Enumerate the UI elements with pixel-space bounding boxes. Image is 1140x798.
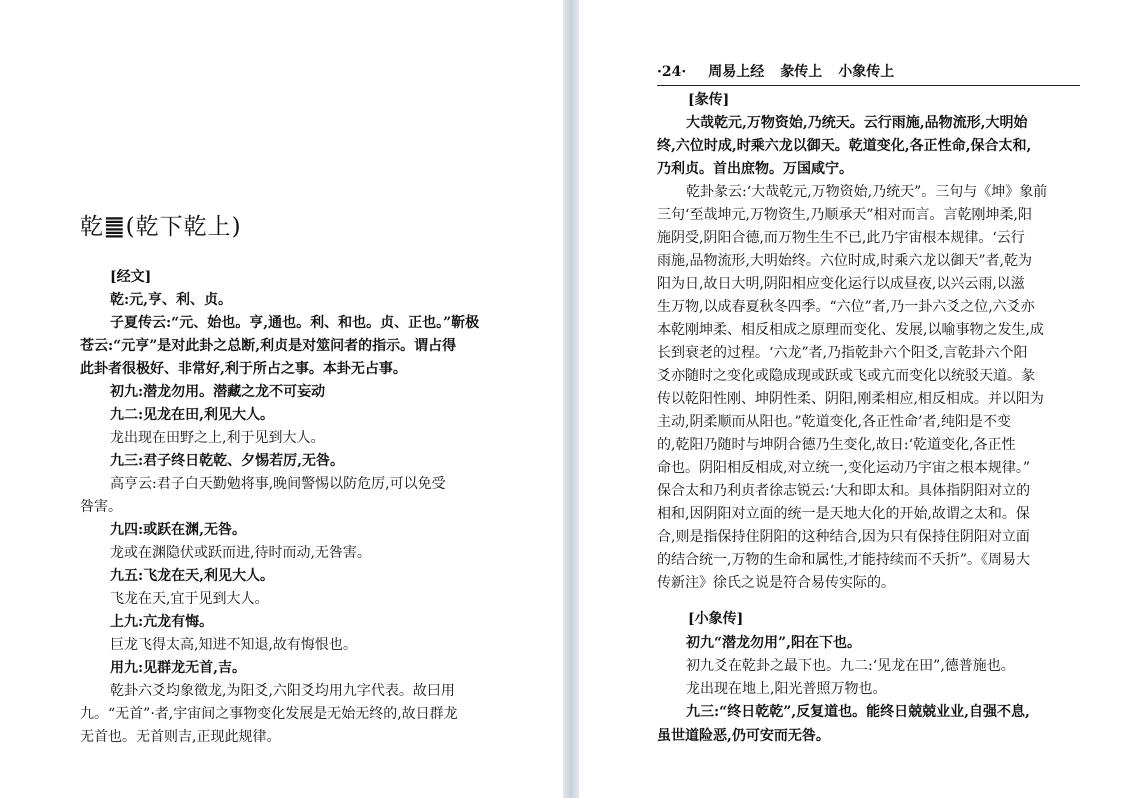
right-text-line: 阳为日,故日大明,阴阳相应变化运行以成昼夜,以兴云雨,以滋 xyxy=(657,276,1025,292)
right-text-line: 乾卦彖云:‘大哉乾元,万物资始,乃统天”。三句与《坤》象前 xyxy=(686,184,1048,200)
left-text-line: [经文] xyxy=(110,269,152,285)
right-text-line: 终,六位时成,时乘六龙以御天。乾道变化,各正性命,保合太和, xyxy=(657,138,1032,154)
left-text-line: 龙或在渊隐伏或跃而进,待时而动,无咎害。 xyxy=(110,545,371,561)
left-text-line: 九三:君子终日乾乾、夕惕若厉,无咎。 xyxy=(110,453,345,469)
left-text-line: 苍云:“元亨”是对此卦之总断,利贞是对筮问者的指示。谓占得 xyxy=(80,338,457,354)
right-text-line: 虽世道险恶,仍可安而无咎。 xyxy=(657,728,830,744)
right-text-line: 主动,阴柔顺而从阳也。”乾道变化,各正性命’者,纯阳是不变 xyxy=(657,414,1011,430)
left-text-line: 乾卦六爻均象徵龙,为阳爻,六阳爻均用九字代表。故曰用 xyxy=(110,683,455,699)
right-text-line: 乃利贞。首出庶物。万国咸宁。 xyxy=(657,161,853,177)
right-text-line: 命也。阴阳相反相成,对立统一,变化运动乃宇宙之根本规律。” xyxy=(657,460,1031,476)
left-text-line: 子夏传云:“元、始也。亨,通也。利、和也。贞、正也。”靳极 xyxy=(110,315,480,331)
left-text-line: 九。“无首”·者,宇宙间之事物变化发展是无始无终的,故日群龙 xyxy=(80,706,458,722)
right-text-line: 施阴受,阴阳合德,而万物生生不已,此乃宇宙根本规律。‘云行 xyxy=(657,230,1025,246)
left-text-line: 初九:潜龙勿用。潜藏之龙不可妄动 xyxy=(110,384,326,400)
right-text-line: 龙出现在地上,阳光普照万物也。 xyxy=(686,681,887,697)
right-text-line: [彖传] xyxy=(688,92,730,108)
header-book: 周易上经 xyxy=(708,64,765,80)
header-section-2: 小象传上 xyxy=(838,64,895,80)
right-text-line: 本乾刚坤柔、相反相成之原理而变化、发展,以喻事物之发生,成 xyxy=(657,322,1044,338)
right-text-line: 初九爻在乾卦之最下也。九二:‘见龙在田”,德普施也。 xyxy=(686,658,1015,674)
right-text-line: 传以乾阳性刚、坤阴性柔、阴阳,刚柔相应,相反相成。并以阳为 xyxy=(657,391,1044,407)
left-text-line: 用九:见群龙无首,吉。 xyxy=(110,660,247,676)
right-text-line: 保合太和乃利贞者徐志锐云:‘大和即太和。具体指阴阳对立的 xyxy=(657,483,1031,499)
right-text-line: 初九“潜龙勿用”,阳在下也。 xyxy=(686,635,861,651)
left-text-line: 飞龙在天,宜于见到大人。 xyxy=(110,591,269,607)
page-number: ·24· xyxy=(657,64,687,80)
right-text-line: 传新注》徐氏之说是符合易传实际的。 xyxy=(657,575,895,591)
right-text-line: 三句‘至哉坤元,万物资生,乃顺承天”相对而言。言乾刚坤柔,阳 xyxy=(657,207,1032,223)
left-text-line: 乾:元,亨、利、贞。 xyxy=(110,292,233,308)
right-text-line: 雨施,品物流形,大明始终。六位时成,时乘六龙以御天”者,乾为 xyxy=(657,253,1032,269)
right-text-line: 大哉乾元,万物资始,乃统天。云行雨施,品物流形,大明始 xyxy=(686,115,1028,131)
right-text-line: 爻亦随时之变化或隐成现或跃或飞或亢而变化以统驳天道。彖 xyxy=(657,368,1035,384)
left-text-line: 无首也。无首则吉,正现此规律。 xyxy=(80,729,281,745)
left-text-line: 咎害。 xyxy=(80,499,122,515)
left-text-line: 此卦者很极好、非常好,利于所占之事。本卦无占事。 xyxy=(80,361,407,377)
right-text-line: 生万物,以成春夏秋冬四季。“六位”者,乃一卦六爻之位,六爻亦 xyxy=(657,299,1035,315)
right-text-line: 相和,因阴阳对立面的统一是天地大化的开始,故谓之太和。保 xyxy=(657,506,1030,522)
header-section-1: 彖传上 xyxy=(780,64,823,80)
left-text-line: 上九:亢龙有悔。 xyxy=(110,614,214,630)
right-text-line: 的结合统一,万物的生命和属性,才能持续而不夭折”。《周易大 xyxy=(657,552,1031,568)
right-text-line: 九三:“终日乾乾”,反复道也。能终日兢兢业业,自强不息, xyxy=(686,704,1030,720)
book-gutter xyxy=(563,0,579,798)
left-text-line: 九二:见龙在田,利见大人。 xyxy=(110,407,275,423)
left-text-line: 九四:或跃在渊,无咎。 xyxy=(110,522,247,538)
hexagram-title: 乾䷀(乾下乾上) xyxy=(80,214,242,240)
left-text-line: 九五:飞龙在天,利见大人。 xyxy=(110,568,275,584)
left-text-line: 巨龙飞得太高,知进不知退,故有悔恨也。 xyxy=(110,637,357,653)
left-text-line: 龙出现在田野之上,利于见到大人。 xyxy=(110,430,325,446)
running-header xyxy=(657,61,1080,86)
right-text-line: 长到衰老的过程。‘六龙”者,乃指乾卦六个阳爻,言乾卦六个阳 xyxy=(657,345,1028,361)
left-text-line: 高亨云:君子白天勤勉将事,晚间警惕以防危厉,可以免受 xyxy=(110,476,446,492)
right-text-line: 合,则是指保持住阴阳的这种结合,因为只有保持住阴阳对立面 xyxy=(657,529,1030,545)
right-text-line: 的,乾阳乃随时与坤阴合德乃生变化,故日:‘乾道变化,各正性 xyxy=(657,437,1016,453)
right-text-line: [小象传] xyxy=(688,611,744,627)
